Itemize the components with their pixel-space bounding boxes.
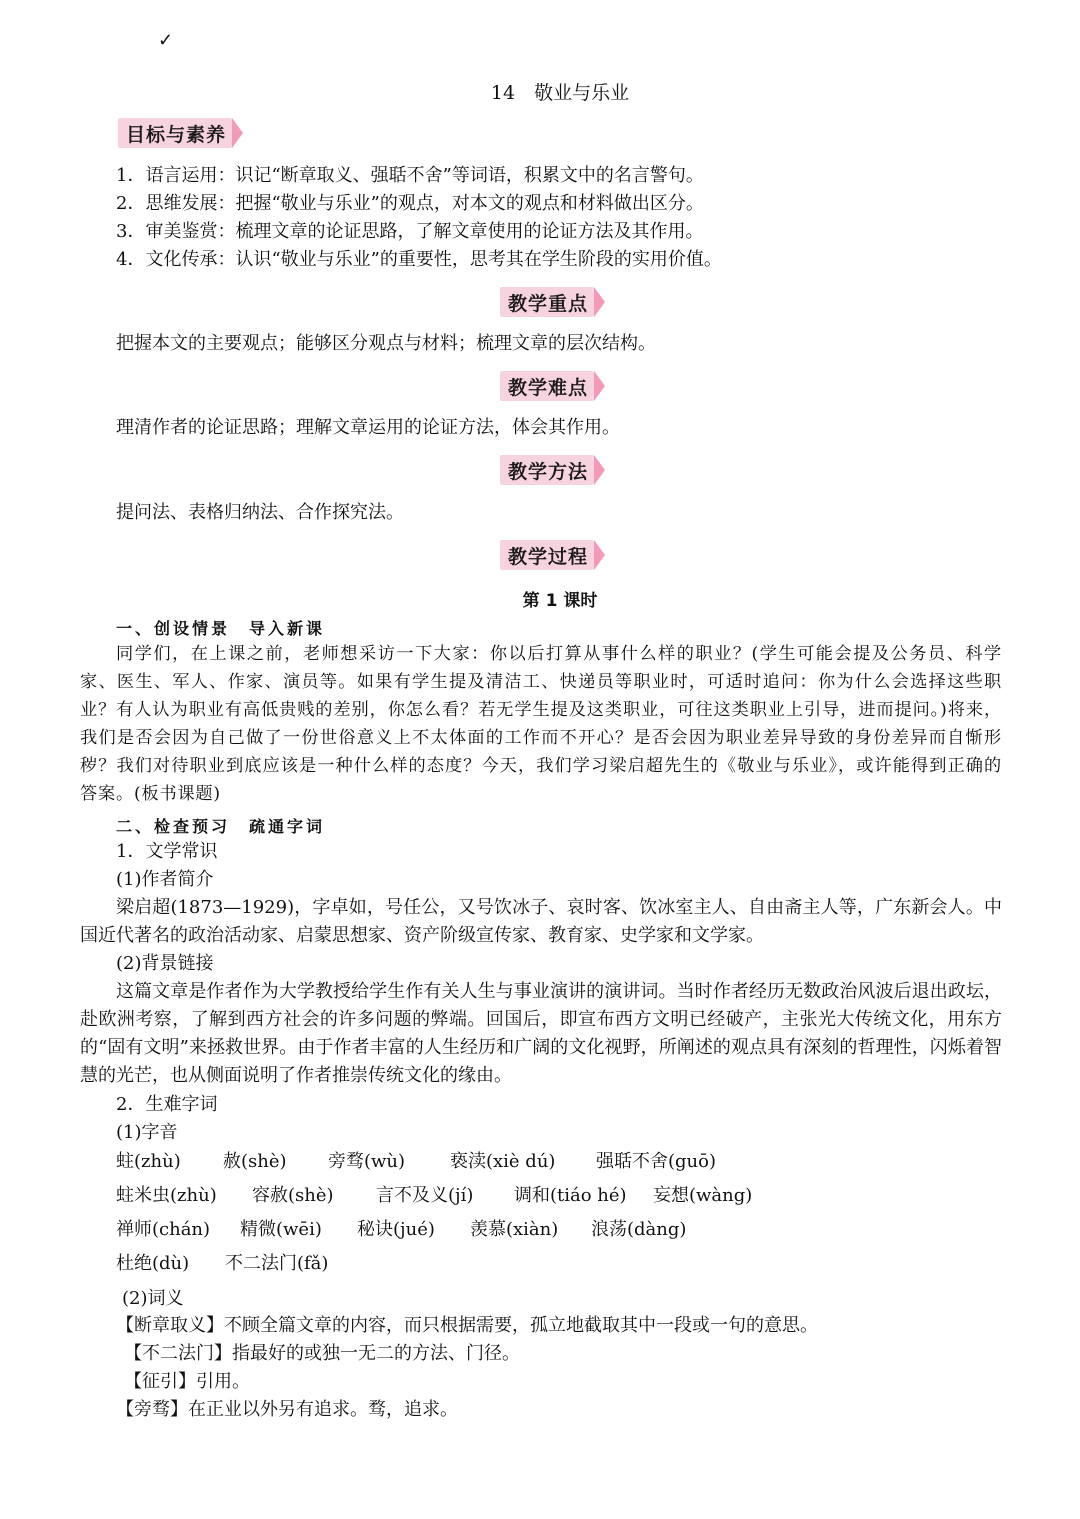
section1-heading: 一、创设情景 导入新课 bbox=[116, 619, 326, 638]
badge-difficulties bbox=[500, 371, 605, 401]
pron-item: 羡慕(xiàn) bbox=[470, 1219, 559, 1240]
pron-item: 言不及义(jí) bbox=[376, 1185, 474, 1206]
pron-item: 禅师(chán) bbox=[116, 1219, 211, 1240]
methods-text: 提问法、表格归纳法、合作探究法。 bbox=[116, 502, 404, 523]
pron-item: 亵渎(xiè dú) bbox=[450, 1151, 556, 1172]
goal-item-2: 2．思维发展：把握“敬业与乐业”的观点，对本文的观点和材料做出区分。 bbox=[116, 193, 704, 214]
pron-item: 容赦(shè) bbox=[252, 1185, 334, 1206]
difficulties-text: 理清作者的论证思路；理解文章运用的论证方法，体会其作用。 bbox=[116, 417, 620, 438]
badge-goals bbox=[118, 118, 243, 148]
background-text: 这篇文章是作者作为大学教授给学生作有关人生与事业演讲的演讲词。当时作者经历无数政治风波后退出政坛，赴欧洲考察，了解到西方社会的许多问题的弊端。回国后，即宣布西方文明已经破产，主张光大传统文化，用东方的“固有文明”来拯救世界。由于作者丰富的人生经历和广阔的文化视野，所阐述的观点具有深刻的哲理性，闪烁着智慧的光芒，也从侧面说明了作者推崇传统文化的缘由。 bbox=[80, 981, 1002, 1086]
badge-process bbox=[500, 540, 605, 570]
badge-key-points bbox=[500, 287, 605, 317]
pron-item: 蛀米虫(zhù) bbox=[116, 1185, 217, 1206]
badge-process-label: 教学过程 bbox=[500, 540, 594, 570]
badge-goals-label: 目标与素养 bbox=[118, 118, 232, 148]
goal-item-3: 3．审美鉴赏：梳理文章的论证思路，了解文章使用的论证方法及其作用。 bbox=[116, 221, 704, 242]
pron-heading: (1)字音 bbox=[116, 1122, 178, 1143]
pron-item: 调和(tiáo hé) bbox=[514, 1185, 627, 1206]
author-text: 梁启超(1873—1929)，字卓如，号任公，又号饮冰子、哀时客、饮冰室主人、自由斋主人等，广东新会人。中国近代著名的政治活动家、启蒙思想家、资产阶级宣传家、教育家、史学家和文学家。 bbox=[80, 897, 1002, 946]
badge-arrow-icon bbox=[594, 540, 605, 570]
badge-arrow-icon bbox=[594, 371, 605, 401]
badge-key-points-label: 教学重点 bbox=[500, 287, 594, 317]
meaning-heading: (2)词义 bbox=[122, 1288, 184, 1309]
period-title: 第 1 课时 bbox=[522, 591, 598, 611]
pron-item: 强聒不舍(guō) bbox=[596, 1151, 716, 1172]
pron-item: 妄想(wàng) bbox=[653, 1185, 753, 1206]
pron-item: 秘诀(jué) bbox=[357, 1219, 435, 1240]
pron-item: 赦(shè) bbox=[223, 1151, 287, 1172]
meaning-item: 【征引】引用。 bbox=[124, 1371, 250, 1392]
meaning-item: 【不二法门】指最好的或独一无二的方法、门径。 bbox=[124, 1343, 520, 1364]
badge-arrow-icon bbox=[594, 287, 605, 317]
vocab-heading: 2．生难字词 bbox=[116, 1094, 218, 1115]
section2-heading: 二、检查预习 疏通字词 bbox=[116, 817, 326, 836]
badge-methods bbox=[500, 455, 605, 485]
pron-item: 杜绝(dù) bbox=[116, 1253, 190, 1274]
lit-heading: 1．文学常识 bbox=[116, 841, 218, 862]
badge-arrow-icon bbox=[232, 118, 243, 148]
goal-item-4: 4．文化传承：认识“敬业与乐业”的重要性，思考其在学生阶段的实用价值。 bbox=[116, 249, 722, 270]
background-heading: (2)背景链接 bbox=[116, 953, 214, 974]
section1-text: 同学们，在上课之前，老师想采访一下大家：你以后打算从事什么样的职业？(学生可能会提及公务员、科学家、医生、军人、作家、演员等。如果有学生提及清洁工、快递员等职业时，可适时追问：你为什么会选择这些职业？有人认为职业有高低贵贱的差别，你怎么看？若无学生提及这类职业，可往这类职业上引导，进而提问。)将来，我们是否会因为自己做了一份世俗意义上不太体面的工作而不开心？是否会因为职业差异导致的身份差异而自惭形秽？我们对待职业到底应该是一种什么样的态度？今天，我们学习梁启超先生的《敬业与乐业》，或许能得到正确的答案。(板书课题) bbox=[80, 644, 1002, 804]
check-mark: ✓ bbox=[158, 30, 174, 51]
badge-difficulties-label: 教学难点 bbox=[500, 371, 594, 401]
pron-item: 不二法门(fǎ) bbox=[225, 1253, 329, 1274]
lesson-title: 14 敬业与乐业 bbox=[490, 82, 630, 104]
goal-item-1: 1．语言运用：识记“断章取义、强聒不舍”等词语，积累文中的名言警句。 bbox=[116, 165, 704, 186]
meaning-item: 【断章取义】不顾全篇文章的内容，而只根据需要，孤立地截取其中一段或一句的意思。 bbox=[116, 1315, 818, 1336]
badge-arrow-icon bbox=[594, 455, 605, 485]
badge-methods-label: 教学方法 bbox=[500, 455, 594, 485]
pron-item: 精微(wēi) bbox=[240, 1219, 322, 1240]
pron-item: 旁骛(wù) bbox=[328, 1151, 406, 1172]
meaning-item: 【旁骛】在正业以外另有追求。骛，追求。 bbox=[116, 1399, 458, 1420]
key-points-text: 把握本文的主要观点；能够区分观点与材料；梳理文章的层次结构。 bbox=[116, 333, 656, 354]
author-heading: (1)作者简介 bbox=[116, 869, 214, 890]
pron-item: 蛀(zhù) bbox=[116, 1151, 181, 1172]
pron-item: 浪荡(dàng) bbox=[591, 1219, 687, 1240]
